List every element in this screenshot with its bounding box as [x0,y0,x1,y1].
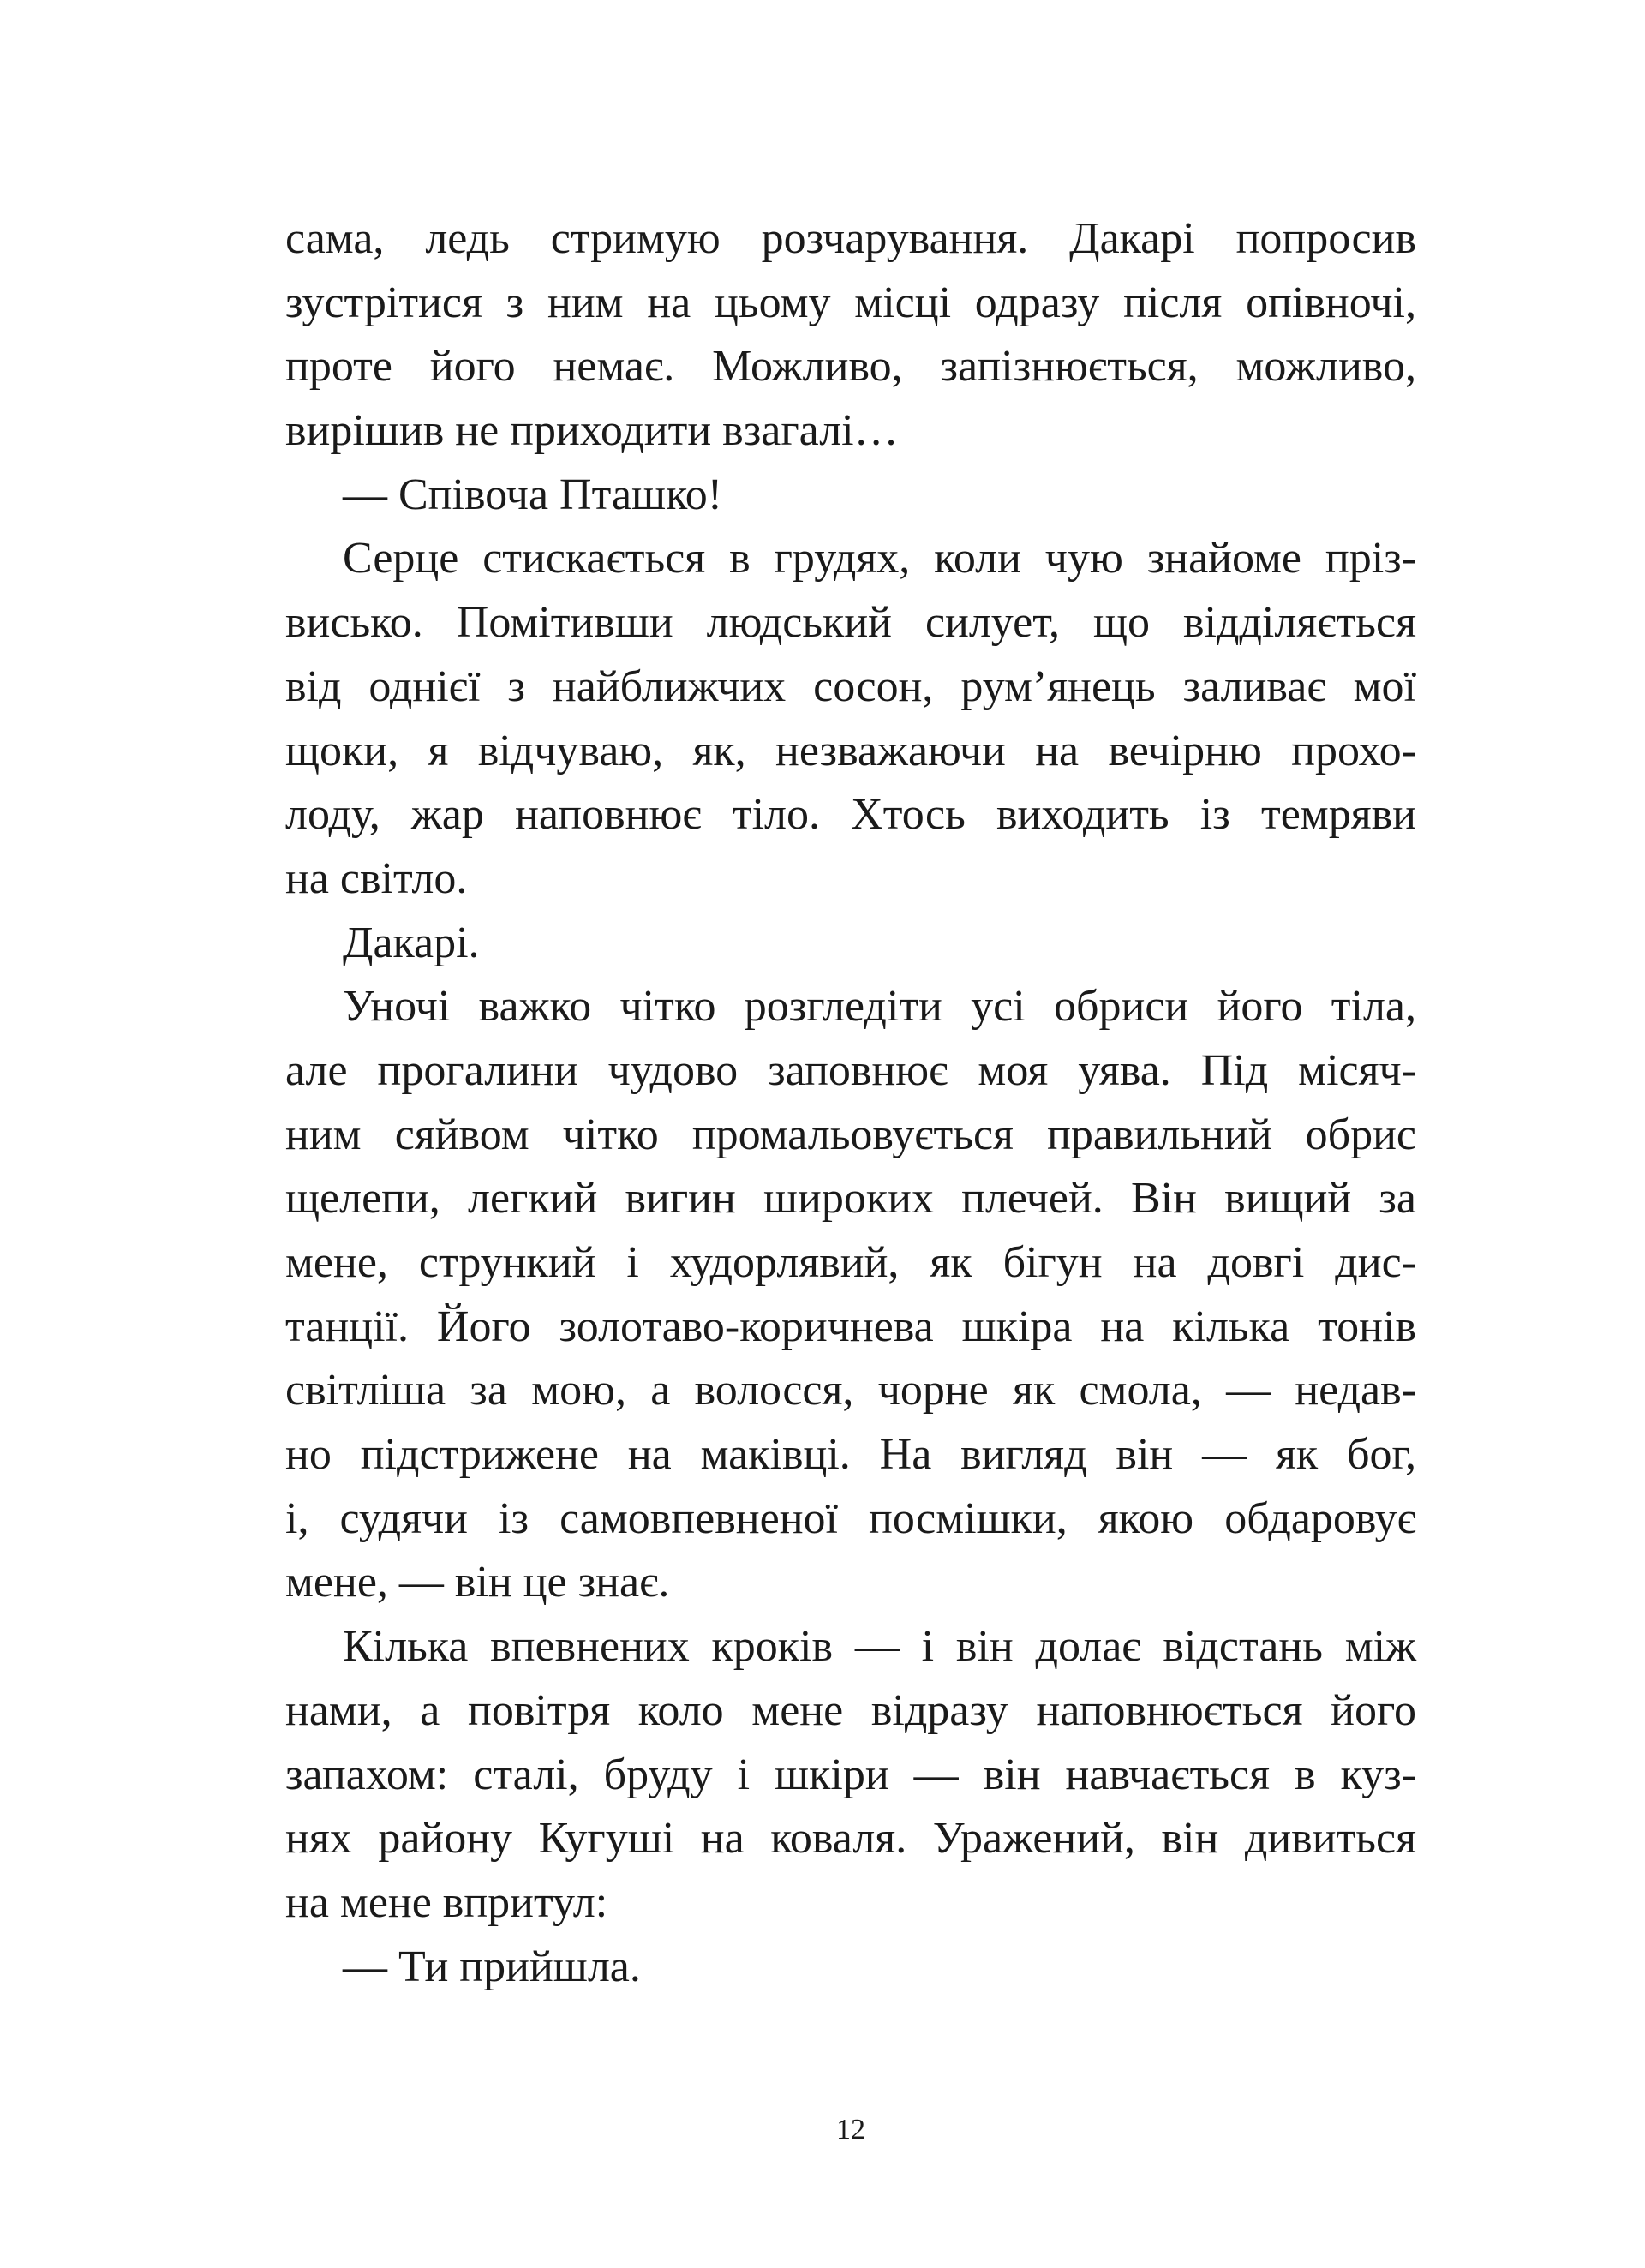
paragraph-start-line: Кілька впевнених кроків — і він долає відстань між [343,1622,1416,1672]
text-line: сама, ледь стримую розчарування. Дакарі попросив [285,214,1416,263]
text-line: танції. Його золотаво-коричнева шкіра на кілька тонів [285,1302,1416,1351]
body-text [285,207,1416,1999]
text-line: ним сяйвом чітко промальовується правильний обрис [285,1110,1416,1159]
text-line: від однієї з найближчих сосон, рум’янець заливає мої [285,661,1416,711]
text-line: лоду, жар наповнює тіло. Хтось виходить із темряви [285,790,1416,840]
text-line: але прогалини чудово заповнює моя уява. Під місяч- [285,1045,1416,1095]
text-line: і, судячи із самовпевненої посмішки, якою обдаровує [285,1493,1416,1543]
paragraph-start-line: Дакарі. [343,918,480,967]
text-line: нами, а повітря коло мене відразу наповнюється його [285,1685,1416,1735]
text-line: нях району Кугуші на коваля. Уражений, він дивиться [285,1814,1416,1864]
paragraph-start-line: Уночі важко чітко розгледіти усі обриси його тіла, [343,982,1416,1032]
text-line: на мене впритул: [285,1877,608,1927]
text-line: но підстрижене на маківці. На вигляд він — як бог, [285,1430,1416,1480]
text-line: проте його немає. Можливо, запізнюється, можливо, [285,342,1416,392]
text-line: запахом: сталі, бруду і шкіри — він навчається в куз- [285,1750,1416,1799]
dialogue-line: — Співоча Пташко! [343,470,723,519]
text-line: вирішив не приходити взагалі… [285,406,899,456]
paragraph-start-line: Серце стискається в грудях, коли чую знайоме пріз- [343,534,1416,583]
text-line: зустрітися з ним на цьому місці одразу після опівночі, [285,278,1416,327]
dialogue-line: — Ти прийшла. [343,1942,641,1991]
text-line: щоки, я відчуваю, як, незважаючи на вечірню прохо- [285,726,1416,775]
text-line: на світло. [285,853,468,903]
text-line: світліша за мою, а волосся, чорне як смола, — недав- [285,1366,1416,1415]
text-line: висько. Помітивши людський силует, що відділяється [285,598,1416,648]
page-number: 12 [836,2114,865,2145]
text-line: мене, — він це знає. [285,1558,670,1607]
text-line: щелепи, легкий вигин широких плечей. Він вищий за [285,1174,1416,1224]
text-line: мене, стрункий і худорлявий, як бігун на довгі дис- [285,1238,1416,1287]
